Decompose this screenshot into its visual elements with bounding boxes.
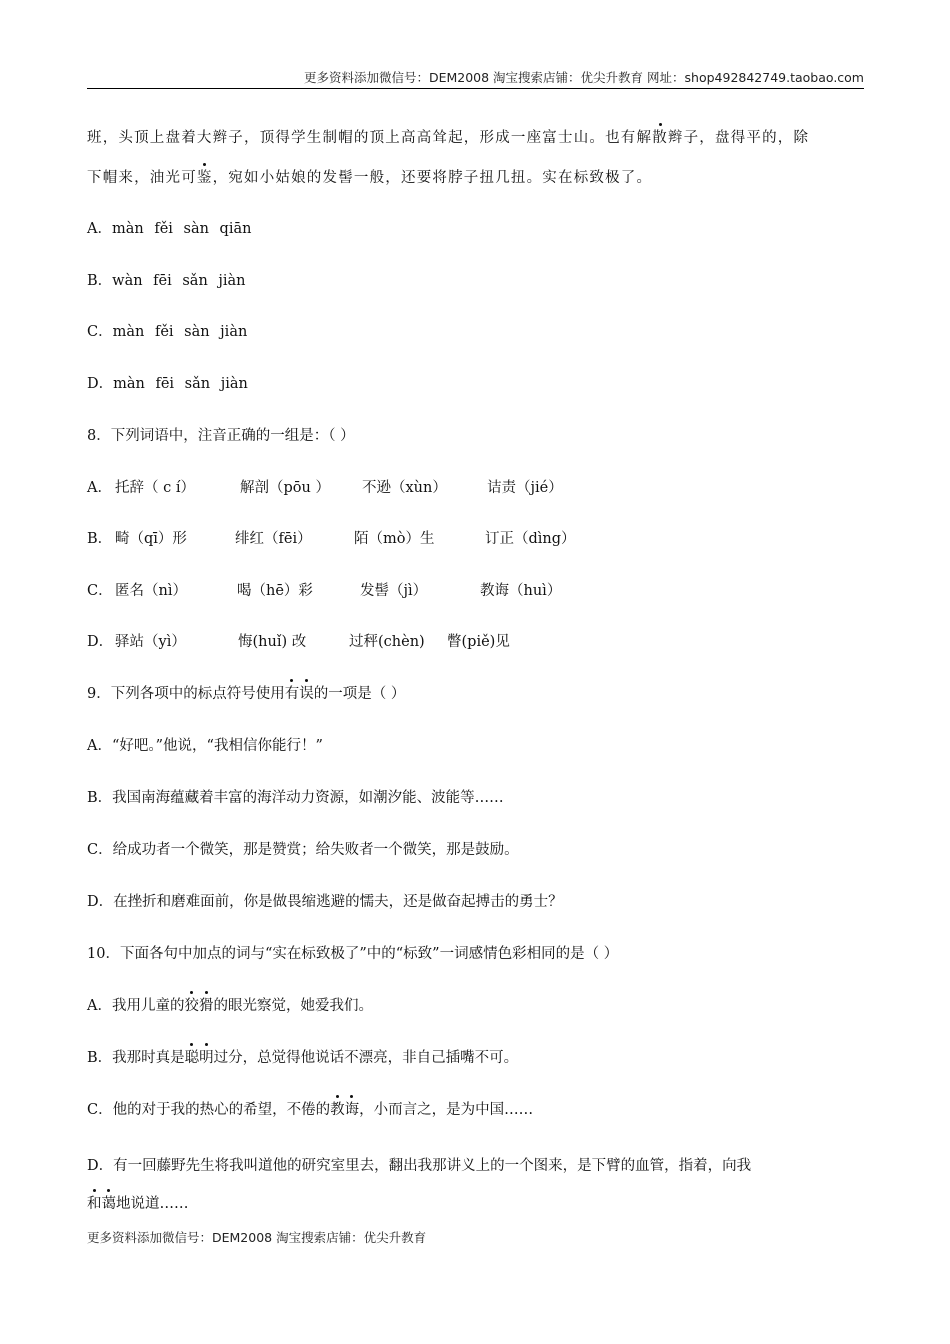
option-label: C． [87,324,113,340]
option-label: D． [87,376,114,392]
option-text: B．我那时真是 [87,1050,185,1066]
option-text: ，小而言之，是为中国…… [359,1102,534,1118]
option-item: 喝（hē）彩 [237,583,313,599]
option-label: A． [87,221,112,237]
q10-option-d-line-2 [87,1194,189,1214]
emphasis-char: 误 [299,686,314,702]
emphasis-char: 教 [330,1102,345,1118]
emphasis-char: 有 [284,686,300,702]
option-text: C．他的对于我的热心的希望，不倦的 [87,1102,331,1118]
option-label: A． [87,480,112,496]
q7-option-a [87,219,251,239]
emphasis-char: 聪 [184,1050,200,1066]
emphasis-char: 和 [87,1196,102,1212]
q9-option-a: A．“好吧。”他说，“我相信你能行！” [87,738,323,754]
q8-option-c [87,581,562,601]
option-item: 陌（mò）生 [354,531,435,547]
option-label: C． [87,583,113,599]
q8-option-b [87,529,576,549]
q8-option-d [87,632,510,652]
q8-option-a [87,478,563,498]
q9-stem [87,684,405,704]
option-item: 过秤(chèn) [349,634,425,650]
option-item: 悔(huǐ) 改 [238,634,307,650]
option-item: 不逊（xùn） [362,480,447,496]
stem-text: 9．下列各项中的标点符号使用 [87,686,285,702]
option-item: 发髻（jì） [360,583,428,599]
option-item: 驿站（yì） [115,634,186,650]
option-text: A．我用儿童的 [87,998,185,1014]
page-footer: 更多资料添加微信号：DEM2008 淘宝搜索店铺：优尖升教育 [87,1230,427,1245]
passage-text: 辫子，盘得平的，除 [667,130,810,146]
passage-line-2 [87,168,652,188]
option-item: 托辞（ c í） [115,480,195,496]
option-item: 诘责（jié） [487,480,563,496]
stem-text: 的一项是（ ） [313,686,406,702]
option-text: wàn fēi sǎn jiàn [112,273,246,289]
q7-option-c [87,322,247,342]
q7-option-b [87,271,246,291]
option-text: màn fěi sàn jiàn [112,324,248,340]
option-item: 解剖（pōu ） [240,480,330,496]
option-label: B． [87,531,113,547]
option-label: B． [87,273,113,289]
q9-option-b: B．我国南海蕴藏着丰富的海洋动力资源，如潮汐能、波能等…… [87,790,504,806]
emphasis-char: 散 [652,130,668,146]
q10-option-d-line-1: D．有一回藤野先生将我叫道他的研究室里去，翻出我那讲义上的一个图来，是下臂的血管，指着，向我 [87,1158,752,1174]
q9-option-c: C．给成功者一个微笑，那是赞赏；给失败者一个微笑，那是鼓励。 [87,842,519,858]
emphasis-char: 诲 [344,1102,360,1118]
header-divider [87,88,864,89]
emphasis-char: 狡 [184,998,199,1014]
passage-text: 班，头顶上盘着大辫子，顶得学生制帽的顶上高高耸起，形成一座富士山。也有解 [87,130,653,146]
emphasis-char: 蔼 [101,1196,116,1212]
option-label: D． [87,634,114,650]
page-header: 更多资料添加微信号：DEM2008 淘宝搜索店铺：优尖升教育 网址：shop492842749.taobao.com [303,70,864,85]
passage-text: ，宛如小姑娘的发髻一般，还要将脖子扭几扭。实在标致极了。 [212,170,653,186]
emphasis-char: 猾 [198,998,214,1014]
option-text: màn fěi sàn qiān [111,221,252,237]
option-item: 绯红（fēi） [235,531,312,547]
q7-option-d [87,374,248,394]
passage-text: 下帽来，油光可 [87,170,197,186]
emphasis-char: 明 [199,1050,214,1066]
passage-line-1 [87,128,809,148]
emphasis-char: 鉴 [196,170,213,186]
option-item: 畸（qī）形 [115,531,187,547]
q10-stem: 10．下面各句中加点的词与“实在标致极了”中的“标致”一词感情色彩相同的是（ ） [87,946,619,962]
option-text: 过分，总觉得他说话不漂亮，非自己插嘴不可。 [213,1050,519,1066]
q10-option-b [87,1048,518,1068]
option-item: 瞥(piě)见 [447,634,510,650]
option-item: 教诲（huì） [480,583,562,599]
option-item: 订正（dìng） [485,531,576,547]
q8-stem: 8．下列词语中，注音正确的一组是：（ ） [87,428,355,444]
option-text: 地说道…… [116,1196,189,1212]
q9-option-d: D．在挫折和磨难面前，你是做畏缩逃避的懦夫，还是做奋起搏击的勇士？ [87,894,563,910]
option-item: 匿名（nì） [115,583,187,599]
q10-option-a [87,996,373,1016]
q10-option-c [87,1100,533,1120]
option-text: màn fēi sǎn jiàn [113,376,248,392]
option-text: 的眼光察觉，她爱我们。 [213,998,373,1014]
